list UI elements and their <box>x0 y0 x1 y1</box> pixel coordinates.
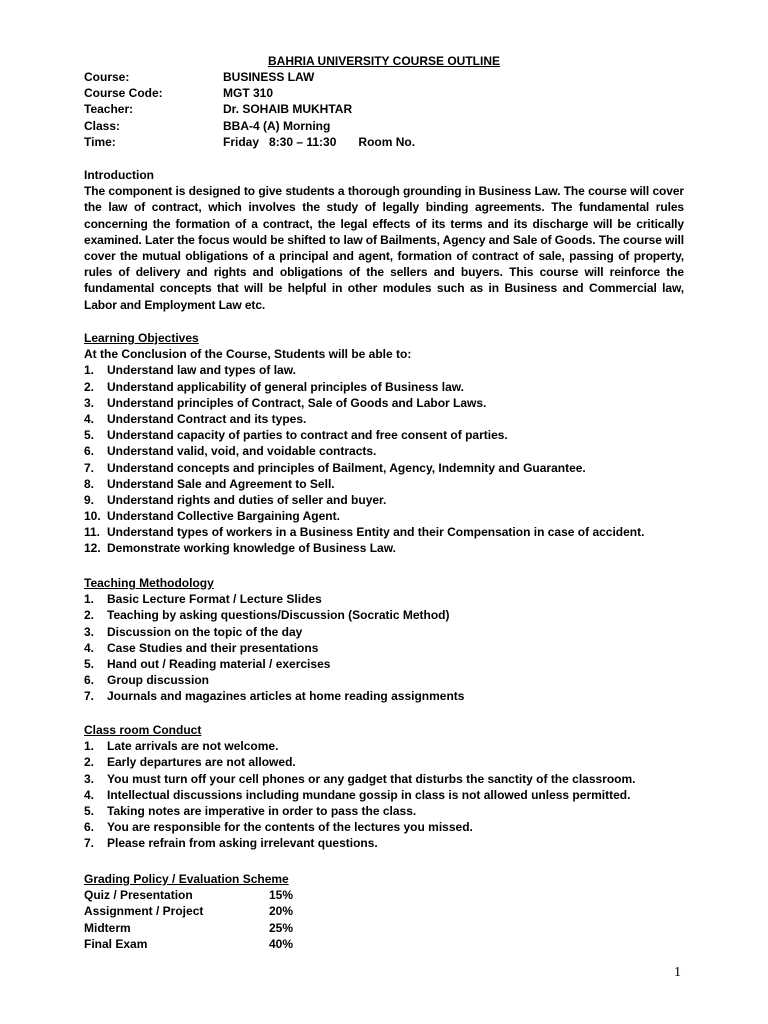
meta-row-course-code <box>84 85 684 101</box>
list-text: Understand rights and duties of seller and buyer. <box>107 492 387 507</box>
grading-component: Midterm <box>84 920 131 935</box>
meta-label: Teacher: <box>84 102 134 117</box>
introduction-section <box>84 167 684 313</box>
list-number: 4. <box>84 787 95 802</box>
meta-label: Class: <box>84 118 121 133</box>
conduct-item <box>84 787 684 803</box>
list-number: 12. <box>84 541 101 556</box>
meta-value: Friday 8:30 – 11:30 <box>223 134 337 149</box>
conduct-item <box>84 771 684 787</box>
list-text: Discussion on the topic of the day <box>107 624 303 639</box>
list-number: 6. <box>84 820 95 835</box>
list-text: Case Studies and their presentations <box>107 640 319 655</box>
list-text: Basic Lecture Format / Lecture Slides <box>107 592 322 607</box>
list-text: Understand applicability of general principles of Business law. <box>107 379 464 394</box>
introduction-body: The component is designed to give students a thorough grounding in Business Law. The course will cover the law of contract, which involves the study of legally binding agreements. The fundamental rules concerning the formation of a contract, the legal effects of its terms and its discharge will be critically examined. Later the focus would be shifted to law of Bailments, Agency and Sale of Goods. The course will cover the mutual obligations of a principal and agent, formation of contract of sale, passing of property, rules of delivery and rights and obligations of the sellers and buyers. This course will reinforce the fundamental concepts that will be helpful in other modules such as in Business and Commercial law, Labor and Employment Law etc. <box>84 184 684 312</box>
methodology-item <box>84 607 684 623</box>
meta-row-time <box>84 134 684 150</box>
section-lead: At the Conclusion of the Course, Students will be able to: <box>84 347 412 362</box>
objective-item <box>84 476 684 492</box>
section-heading: Teaching Methodology <box>84 576 214 590</box>
meta-row-course <box>84 69 684 85</box>
objective-item <box>84 540 684 556</box>
list-number: 6. <box>84 673 95 688</box>
grading-section <box>84 871 384 952</box>
conduct-item <box>84 754 684 770</box>
list-number: 5. <box>84 428 95 443</box>
learning-objectives-section <box>84 330 684 557</box>
meta-label: Time: <box>84 134 116 149</box>
section-heading: Class room Conduct <box>84 723 202 737</box>
list-number: 3. <box>84 771 95 786</box>
list-text: Understand Collective Bargaining Agent. <box>107 509 340 524</box>
list-text: Understand types of workers in a Business Entity and their Compensation in case of accident. <box>107 525 645 540</box>
list-text: Teaching by asking questions/Discussion (Socratic Method) <box>107 608 450 623</box>
conduct-item <box>84 738 684 754</box>
list-number: 10. <box>84 509 101 524</box>
meta-value: Dr. SOHAIB MUKHTAR <box>223 102 353 117</box>
page-number: 1 <box>674 965 681 980</box>
list-number: 2. <box>84 755 95 770</box>
grading-row <box>84 887 384 903</box>
list-number: 5. <box>84 656 95 671</box>
methodology-item <box>84 591 684 607</box>
list-text: You are responsible for the contents of the lectures you missed. <box>107 820 473 835</box>
methodology-item <box>84 656 684 672</box>
list-number: 3. <box>84 624 95 639</box>
meta-label: Course Code: <box>84 86 163 101</box>
methodology-item <box>84 672 684 688</box>
conduct-item <box>84 803 684 819</box>
list-number: 11. <box>84 525 101 540</box>
list-text: Understand valid, void, and voidable contracts. <box>107 444 377 459</box>
grading-component: Final Exam <box>84 936 148 951</box>
meta-value: MGT 310 <box>223 86 274 101</box>
methodology-item <box>84 624 684 640</box>
list-text: Intellectual discussions including mundane gossip in class is not allowed unless permitted. <box>107 787 631 802</box>
objective-item <box>84 492 684 508</box>
list-text: Journals and magazines articles at home reading assignments <box>107 689 465 704</box>
list-number: 6. <box>84 444 95 459</box>
learning-objectives-list <box>84 362 684 556</box>
spacer <box>336 134 358 150</box>
objective-item <box>84 508 684 524</box>
objective-item <box>84 460 684 476</box>
meta-value: BUSINESS LAW <box>223 70 315 84</box>
list-text: Early departures are not allowed. <box>107 755 296 770</box>
list-number: 7. <box>84 460 95 475</box>
grading-weight: 20% <box>268 904 293 919</box>
list-text: Understand Contract and its types. <box>107 411 307 426</box>
list-text: Understand Sale and Agreement to Sell. <box>107 476 335 491</box>
list-text: Understand law and types of law. <box>107 363 296 378</box>
meta-row-teacher <box>84 101 684 117</box>
objective-item <box>84 379 684 395</box>
list-number: 5. <box>84 803 95 818</box>
list-text: Taking notes are imperative in order to pass the class. <box>107 803 417 818</box>
grading-table <box>84 887 384 952</box>
teaching-methodology-section <box>84 575 684 705</box>
meta-label: Course: <box>84 70 130 84</box>
list-number: 3. <box>84 395 95 410</box>
objective-item <box>84 362 684 378</box>
list-text: Understand capacity of parties to contract and free consent of parties. <box>107 428 508 443</box>
list-number: 4. <box>84 640 95 655</box>
list-number: 7. <box>84 689 95 704</box>
section-heading: Grading Policy / Evaluation Scheme <box>84 872 289 886</box>
section-heading: Introduction <box>84 168 154 182</box>
course-meta <box>84 69 684 150</box>
list-text: Group discussion <box>107 673 210 688</box>
list-number: 1. <box>84 363 95 378</box>
list-number: 1. <box>84 739 95 754</box>
list-number: 1. <box>84 592 95 607</box>
list-text: Late arrivals are not welcome. <box>107 739 279 754</box>
methodology-item <box>84 688 684 704</box>
grading-weight: 40% <box>268 936 293 951</box>
meta-room: Room No. <box>358 134 416 149</box>
grading-row <box>84 903 384 919</box>
list-number: 9. <box>84 492 95 507</box>
grading-row <box>84 920 384 936</box>
grading-weight: 15% <box>268 888 293 903</box>
objective-item <box>84 427 684 443</box>
list-text: Please refrain from asking irrelevant questions. <box>107 836 378 851</box>
class-room-conduct-list <box>84 738 684 851</box>
meta-value: BBA-4 (A) Morning <box>223 118 331 133</box>
grading-weight: 25% <box>268 920 293 935</box>
list-number: 4. <box>84 411 95 426</box>
list-text: Understand principles of Contract, Sale of Goods and Labor Laws. <box>107 395 487 410</box>
list-text: Demonstrate working knowledge of Business Law. <box>107 541 396 556</box>
class-room-conduct-section <box>84 722 684 852</box>
document-title: BAHRIA UNIVERSITY COURSE OUTLINE <box>267 54 501 68</box>
meta-row-class <box>84 118 684 134</box>
section-heading: Learning Objectives <box>84 331 199 345</box>
teaching-methodology-list <box>84 591 684 704</box>
grading-component: Assignment / Project <box>84 904 204 919</box>
list-number: 7. <box>84 836 95 851</box>
list-text: You must turn off your cell phones or any gadget that disturbs the sanctity of the classroom. <box>107 771 636 786</box>
list-text: Understand concepts and principles of Bailment, Agency, Indemnity and Guarantee. <box>107 460 586 475</box>
list-text: Hand out / Reading material / exercises <box>107 656 331 671</box>
conduct-item <box>84 819 684 835</box>
objective-item <box>84 411 684 427</box>
objective-item <box>84 395 684 411</box>
grading-component: Quiz / Presentation <box>84 888 193 903</box>
objective-item <box>84 443 684 459</box>
list-number: 2. <box>84 379 95 394</box>
objective-item <box>84 524 684 540</box>
grading-row <box>84 936 384 952</box>
conduct-item <box>84 835 684 851</box>
methodology-item <box>84 640 684 656</box>
list-number: 2. <box>84 608 95 623</box>
list-number: 8. <box>84 476 95 491</box>
